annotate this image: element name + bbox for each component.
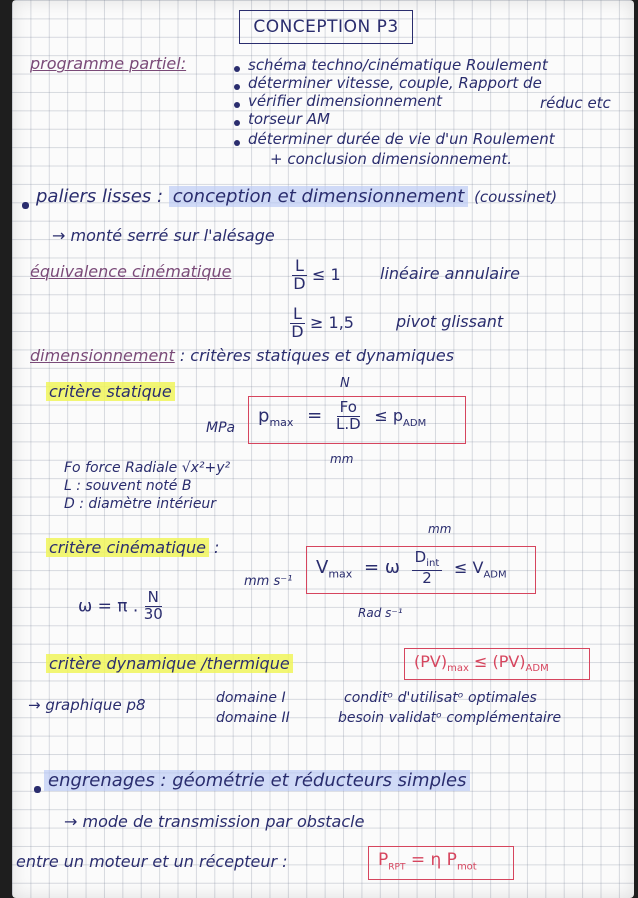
dimensionnement-label: dimensionnement [30,346,175,365]
paliers-heading-b: conception et dimensionnement [169,186,469,207]
formula-engrenages: $P_{RPT} = \eta$ $P_{mot}$ [378,850,477,873]
fraction-dint-over-2: $\frac{D_{int}}{2}$ [412,550,443,586]
programme-item-3b: réduc etc [540,94,611,112]
unit-mm-top: mm [428,522,452,536]
engrenages-line: entre un moteur et un récepteur : [16,852,288,871]
fraction-fo-over-ld: $\frac{Fo}{L.D}$ [335,398,361,433]
graph-note: → graphique p8 [28,696,146,714]
bullet [234,66,240,72]
definition-fo: Fo force Radiale √x²+y² [64,460,231,476]
unit-mm: mm [330,452,354,466]
paliers-heading-c: (coussinet) [474,188,558,206]
unit-mm-s: mm s⁻¹ [244,574,293,589]
page-title [239,10,413,44]
relation: ≤ 1 [312,264,341,284]
bullet [34,786,41,793]
formula-statique: $p_{max}$ = $\frac{Fo}{L.D}$ ≤ $p_{ADM}$ [258,398,427,433]
definition-d: D : diamètre intérieur [64,496,217,512]
fraction-l-over-d: $\frac{L}{D}$ [291,304,304,341]
domaine-1-desc: conditᵒ d'utilisatᵒ optimales [344,690,537,706]
paliers-arrow-note: → monté serré sur l'alésage [52,226,275,245]
domaine-2: domaine II [216,710,290,726]
bullet [234,120,240,126]
unit-mpa: MPa [206,420,236,436]
engrenages-arrow-note: → mode de transmission par obstacle [64,812,365,831]
bullet [22,202,29,209]
equivalence-result-1: linéaire annulaire [380,264,520,283]
paliers-heading [36,186,557,207]
bullet [234,84,240,90]
programme-item-2: déterminer vitesse, couple, Rapport de [248,74,542,92]
programme-item-4: torseur AM [248,110,330,128]
programme-item-1: schéma techno/cinématique Roulement [248,56,548,74]
equivalence-formula-2 [290,306,354,341]
domaine-1: domaine I [216,690,286,706]
formula-dynamique: $(PV)_{max} \le (PV)_{ADM}$ [414,652,549,675]
equivalence-label: équivalence cinématique [30,262,232,281]
fraction-l-over-d: $\frac{L}{D}$ [293,256,306,293]
title-text: CONCEPTION P3 [253,17,399,37]
critere-dynamique-label: critère dynamique /thermique [46,654,293,673]
programme-item-3: vérifier dimensionnement [248,92,442,110]
bullet [234,140,240,146]
unit-n: N [340,376,350,391]
dimensionnement-text: : critères statiques et dynamiques [179,346,455,365]
definition-l: L : souvent noté B [64,478,192,494]
programme-item-5: déterminer durée de vie d'un Roulement [248,130,555,148]
programme-item-6: + conclusion dimensionnement. [270,150,513,168]
unit-rad-s: Rad s⁻¹ [358,606,403,620]
equivalence-result-2: pivot glissant [396,312,504,331]
fraction-n-over-30: $\frac{N}{30}$ [143,588,163,623]
critere-statique-label: critère statique [46,382,175,401]
engrenages-heading: engrenages : géométrie et réducteurs simples [44,770,470,791]
dimensionnement-line [30,346,454,365]
notebook-page [12,0,634,898]
equivalence-formula-1 [292,258,341,293]
formula-cinematique: $V_{max} = \omega$ $\frac{D_{int}}{2}$ ≤ $V_{ADM}$ [316,548,507,587]
programme-label: programme partiel: [30,54,187,73]
critere-cinematique-label: critère cinématique : [46,538,219,557]
formula-omega: ω = π . $\frac{N}{30}$ [78,588,163,623]
domaine-2-desc: besoin validatᵒ complémentaire [338,710,562,726]
relation: ≥ 1,5 [310,312,354,332]
paliers-heading-a: paliers lisses : [36,186,164,207]
bullet [234,102,240,108]
